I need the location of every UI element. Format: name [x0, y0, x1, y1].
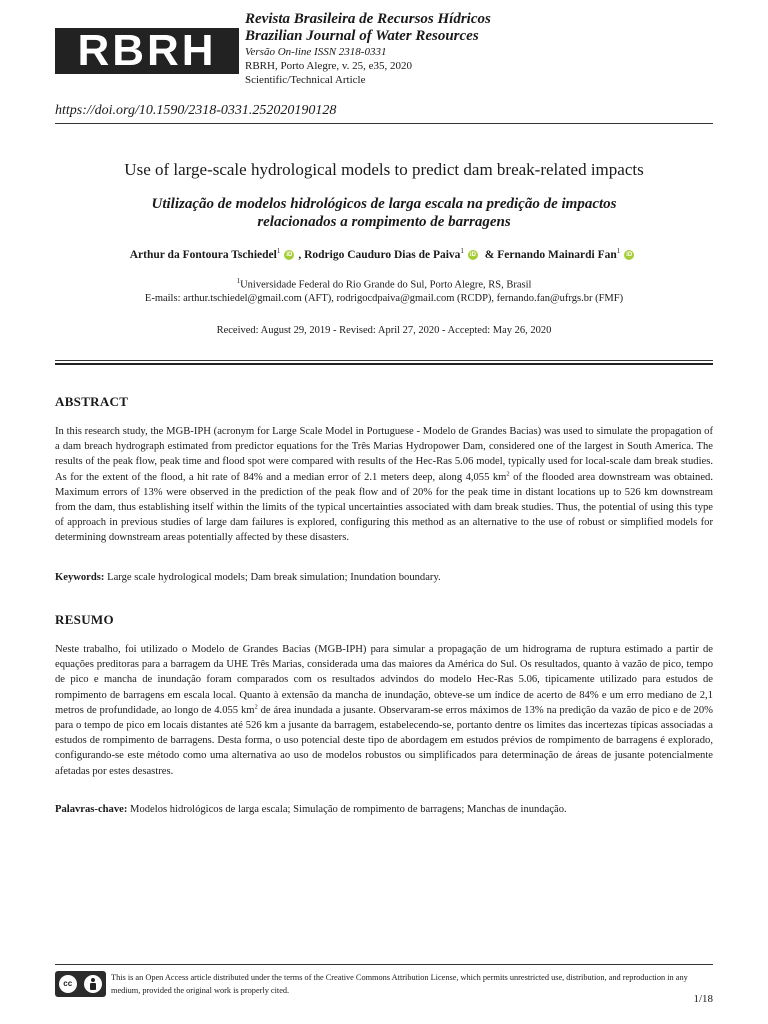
keywords-label: Palavras-chave:	[55, 804, 128, 815]
affiliation-mark: 1	[460, 247, 464, 255]
affiliation-mark: 1	[276, 247, 281, 255]
journal-logo	[55, 28, 239, 74]
author-emails: E-mails: arthur.tschiedel@gmail.com (AFT), rodrigocdpaiva@gmail.com (RCDP), fernando.fan@ufrgs.br (FMF)	[144, 293, 624, 304]
superscript: 2	[254, 703, 258, 711]
orcid-icon[interactable]: iD	[286, 252, 293, 259]
subtitle-line-2: relacionados a rompimento de barragens	[257, 214, 511, 230]
resumo-keywords	[55, 802, 713, 817]
paper-title: Use of large-scale hydrological models to predict dam break-related impacts	[124, 160, 644, 179]
creative-commons-icon	[55, 971, 106, 997]
paper-subtitle	[100, 195, 668, 231]
divider-top	[55, 360, 713, 361]
author-name: Rodrigo Cauduro Dias de Paiva	[304, 248, 461, 261]
affiliation-text: Universidade Federal do Rio Grande do Sul, Porto Alegre, RS, Brasil	[240, 279, 532, 291]
superscript: 2	[506, 470, 510, 478]
affiliation	[55, 277, 713, 291]
abstract-heading: ABSTRACT	[55, 394, 129, 409]
subtitle-line-1: Utilização de modelos hidrológicos de larga escala na predição de impactos	[151, 196, 617, 212]
abstract-text-part: In this research study, the MGB-IPH (acronym for Large Scale Model in Portuguese - Modelo de Grandes Bacias) was used to simulate the propagation of a dam breach hydrograph estimated from predictor equations for the Três Marias Hydropower Dam, considered one of the largest in South America. The results of the peak flow, peak time and flood spot were compared with results of the Hec-Ras 5.06 model, typically used for local-scale dam break studies. As for the extent of the flood, a hit rate of 84% and a median error of 2.1 meters deep, along 4,055 km	[55, 426, 713, 483]
author-name: Fernando Mainardi Fan	[497, 248, 617, 261]
divider-bottom	[55, 363, 713, 365]
journal-info	[245, 11, 491, 87]
orcid-icon[interactable]: iD	[626, 252, 633, 259]
author-separator: &	[484, 248, 495, 261]
article-type: Scientific/Technical Article	[245, 74, 366, 86]
issn: Versão On-line ISSN 2318-0331	[245, 46, 387, 58]
author-name: Arthur da Fontoura Tschiedel	[129, 248, 277, 261]
keywords-text: Modelos hidrológicos de larga escala; Simulação de rompimento de barragens; Manchas de inundação.	[130, 804, 567, 815]
resumo-text	[55, 642, 713, 779]
submission-dates: Received: August 29, 2019 - Revised: April 27, 2020 - Accepted: May 26, 2020	[216, 325, 552, 336]
abstract-text-part: of the flooded area downstream was obtained. Maximum errors of 13% were observed in the prediction of the peak flow and of 20% for the peak time in distant locations up to 526 km downstream from the dam, thus establishing itself within the limits of the typical uncertainties associated with dam break studies. Thus, the potential of using this type of approach in previous studies of large dam failures is explored, configuring this method as an alternative to the use of robust or simplified models for determining downstream areas potentially affected by these disasters.	[55, 471, 713, 544]
author-list	[55, 247, 713, 261]
cc-icon: cc	[59, 975, 77, 993]
orcid-icon[interactable]: iD	[469, 252, 476, 259]
attribution-icon	[84, 975, 102, 993]
keywords-text: Large scale hydrological models; Dam break simulation; Inundation boundary.	[107, 572, 441, 583]
resumo-text-part: de área inundada a jusante. Observaram-se erros máximos de 13% na predição da vazão de pico e de 20% para o tempo de pico em locais distantes até 526 km a jusante da barragem, estabelecendo-se, portanto dentre os limites das incertezas típicas associadas a estudos de rompimento de barragens. Desta forma, o uso potencial deste tipo de abordagem em estudos prévios de rompimento de barragens é explorado, configurando-se este método como uma alternativa ao uso de modelos robustos ou simplificados para determinação de áreas de jusante potencialmente afetadas por estes desastres.	[55, 704, 713, 777]
affiliation-mark: 1	[236, 277, 241, 285]
author-separator: ,	[298, 248, 302, 261]
doi	[55, 103, 336, 119]
journal-title-en: Brazilian Journal of Water Resources	[245, 28, 479, 44]
journal-title-pt: Revista Brasileira de Recursos Hídricos	[245, 11, 491, 27]
keywords-label: Keywords:	[55, 572, 105, 583]
logo-text: RBRH	[77, 26, 217, 75]
header-divider	[55, 123, 713, 124]
doi-link[interactable]: https://doi.org/10.1590/2318-0331.252020190128	[55, 103, 337, 118]
abstract-keywords	[55, 570, 713, 585]
abstract-text	[55, 424, 713, 546]
resumo-text-part: Neste trabalho, foi utilizado o Modelo de Grandes Bacias (MGB-IPH) para simular a propagação de um hidrograma de ruptura estimado a partir de equações preditoras para a barragem da UHE Três Marias, considerada uma das maiores da América do Sul. Os resultados, quanto à vazão de pico, tempo de pico e mancha de inundação foram comparados com os resultados advindos do modelo Hec-Ras 5.06, tipicamente utilizado para estudos de rompimento de barragens em escala local. Quanto à extensão da mancha de inundação, obteve-se um índice de acerto de 84% e um erro mediano de 2,1 metros de profundidade, ao longo de 4.055 km	[55, 644, 713, 716]
footer-divider	[55, 964, 713, 965]
affiliation-mark: 1	[616, 247, 621, 255]
license-text: This is an Open Access article distributed under the terms of the Creative Commons Attribution License, which permits unrestricted use, distribution, and reproduction in any medium, provided the original work is properly cited.	[111, 973, 688, 995]
resumo-heading: RESUMO	[55, 612, 114, 627]
page-number: 1/18	[693, 993, 713, 1005]
citation: RBRH, Porto Alegre, v. 25, e35, 2020	[245, 60, 413, 72]
